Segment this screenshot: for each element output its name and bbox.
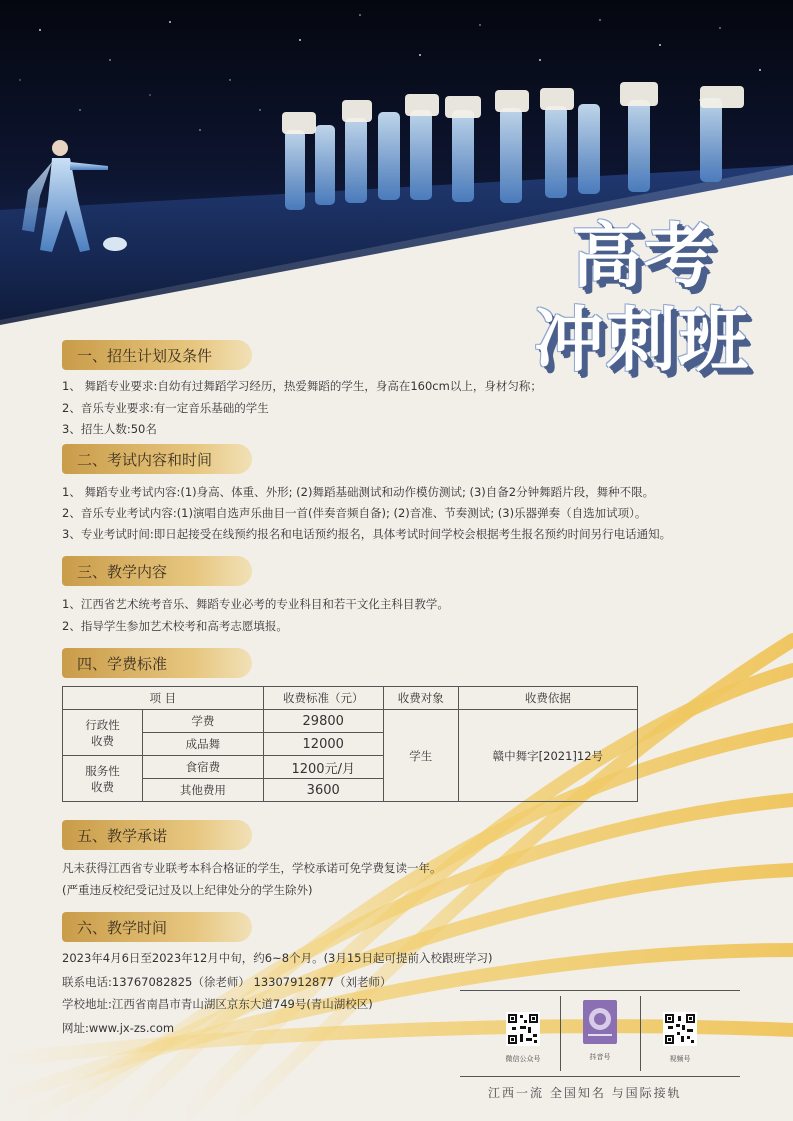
- amount-cell: 29800: [263, 710, 383, 733]
- exam-line-1: 1、 舞蹈专业考试内容:(1)身高、体重、外形; (2)舞蹈基础测试和动作模仿测试; (3)自备2分钟舞蹈片段，舞种不限。: [62, 485, 655, 499]
- promise-line-1: 凡未获得江西省专业联考本科合格证的学生，学校承诺可免学费复读一年。: [62, 861, 442, 875]
- video-account-qr[interactable]: [650, 1012, 710, 1064]
- exam-line-2: 2、音乐专业考试内容:(1)演唱自选声乐曲目一首(伴奏音频自备); (2)音准、节奏测试; (3)乐器弹奏（自选加试项）。: [62, 506, 647, 520]
- header-amount: 收费标准（元）: [263, 687, 383, 710]
- main-content: [0, 330, 793, 1121]
- amount-cell: 12000: [263, 733, 383, 756]
- header-target: 收费对象: [383, 687, 458, 710]
- group-label: 行政性: [85, 717, 120, 732]
- fee-table-header-row: [63, 687, 638, 710]
- table-row: [63, 710, 638, 733]
- section-heading-text: 四、学费标准: [77, 655, 168, 673]
- item-cell: 成品舞: [143, 733, 264, 756]
- douyin-account[interactable]: [570, 1000, 630, 1062]
- group-service: [63, 756, 143, 802]
- qr-code-icon: [663, 1012, 697, 1046]
- section-heading-fees: [62, 648, 252, 678]
- section-heading-teaching: [62, 556, 252, 586]
- section-heading-schedule: [62, 912, 252, 942]
- section-heading-promise: [62, 820, 252, 850]
- douyin-account-icon: [583, 1000, 617, 1044]
- title-line-1: 高考: [572, 215, 716, 297]
- enrollment-line-1: 1、 舞蹈专业要求:自幼有过舞蹈学习经历，热爱舞蹈的学生，身高在160cm以上，身材匀称；: [62, 379, 542, 393]
- divider: [640, 996, 641, 1071]
- group-administrative: [63, 710, 143, 756]
- qr-caption: 视频号: [669, 1055, 691, 1063]
- section-heading-text: 三、教学内容: [77, 563, 168, 581]
- group-label: 收费: [91, 779, 114, 794]
- wechat-qr[interactable]: [493, 1012, 553, 1064]
- social-qr-panel: [460, 990, 740, 1082]
- title-line-2: 冲刺班: [534, 299, 750, 381]
- header-basis: 收费依据: [458, 687, 637, 710]
- basis-cell: 赣中舞字[2021]12号: [458, 710, 637, 802]
- promise-line-2: (严重违反校纪受记过及以上纪律处分的学生除外): [62, 883, 313, 897]
- qr-caption: 微信公众号: [505, 1055, 541, 1063]
- enrollment-line-3: 3、招生人数:50名: [62, 422, 157, 436]
- amount-cell: 3600: [263, 779, 383, 802]
- item-cell: 其他费用: [143, 779, 264, 802]
- exam-line-3: 3、专业考试时间:即日起接受在线预约报名和电话预约报名，具体考试时间学校会根据考生报名预约时间另行电话通知。: [62, 527, 672, 541]
- website-link[interactable]: 网址:www.jx-zs.com: [62, 1021, 175, 1035]
- section-heading-enrollment: [62, 340, 252, 370]
- school-address: 学校地址:江西省南昌市青山湖区京东大道749号(青山湖校区): [62, 997, 373, 1011]
- divider: [560, 996, 561, 1071]
- section-heading-text: 六、教学时间: [77, 919, 168, 937]
- enrollment-line-2: 2、音乐专业要求:有一定音乐基础的学生: [62, 401, 269, 415]
- amount-cell: 1200元/月: [263, 756, 383, 779]
- group-label: 服务性: [85, 763, 120, 778]
- qr-code-icon: [506, 1012, 540, 1046]
- contact-phone: 联系电话:13767082825（徐老师） 13307912877（刘老师）: [62, 975, 392, 989]
- divider: [460, 990, 740, 991]
- header-item: 项 目: [63, 687, 264, 710]
- teaching-line-2: 2、指导学生参加艺术校考和高考志愿填报。: [62, 619, 288, 633]
- teaching-line-1: 1、江西省艺术统考音乐、舞蹈专业必考的专业科目和若干文化主科目教学。: [62, 597, 449, 611]
- target-cell: 学生: [383, 710, 458, 802]
- qr-caption: 抖音号: [589, 1053, 611, 1061]
- item-cell: 学费: [143, 710, 264, 733]
- section-heading-text: 二、考试内容和时间: [77, 451, 213, 469]
- section-heading-text: 五、教学承诺: [77, 827, 168, 845]
- item-cell: 食宿费: [143, 756, 264, 779]
- group-label: 收费: [91, 733, 114, 748]
- school-slogan: 江西一流 全国知名 与国际接轨: [488, 1086, 682, 1100]
- fee-table: [62, 686, 638, 802]
- section-heading-text: 一、招生计划及条件: [77, 347, 213, 365]
- section-heading-exam: [62, 444, 252, 474]
- divider: [460, 1076, 740, 1077]
- schedule-line-dates: 2023年4月6日至2023年12月中旬，约6~8个月。(3月15日起可提前入校跟班学习): [62, 951, 493, 965]
